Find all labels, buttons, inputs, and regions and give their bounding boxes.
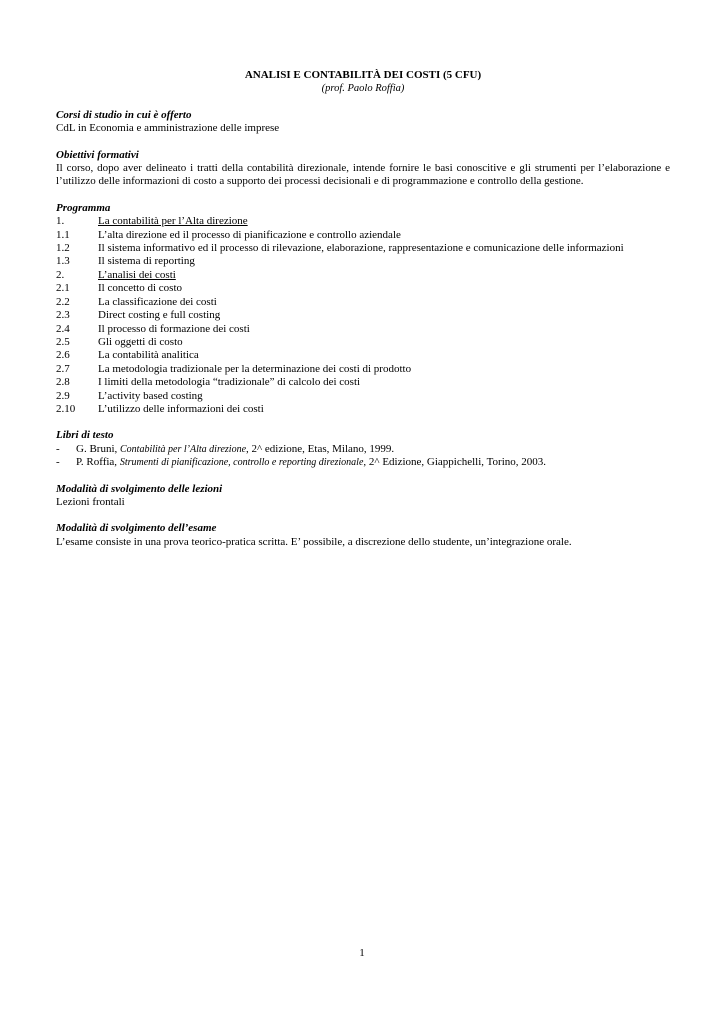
libro-author: G. Bruni, [76,442,120,455]
programma-item [56,269,670,282]
programma-item [56,242,670,255]
programma-item-number: 2.2 [56,295,70,308]
programma-item [56,229,670,242]
programma-item-text: La contabilità per l’Alta direzione [98,215,248,228]
libri-heading: Libri di testo [56,429,114,442]
corsi-heading: Corsi di studio in cui è offerto [56,108,192,121]
document-title: ANALISI E CONTABILITÀ DEI COSTI (5 CFU) [244,69,482,81]
programma-item-text: Il processo di formazione dei costi [98,322,250,335]
programma-item-text: Il sistema informativo ed il processo di rilevazione, elaborazione, rappresentazione e comunicazione delle informazioni [98,242,624,255]
libro-item [56,456,670,469]
programma-item-text: Direct costing e full costing [98,309,221,322]
libro-text [76,456,546,469]
programma-item-text: La classificazione dei costi [98,295,217,308]
obiettivi-text: Il corso, dopo aver delineato i tratti della contabilità direzionale, intende fornire le basi conoscitive e gli strumenti per l’elaborazione e l’utilizzo delle informazioni di costo a supporto dei processi decisionali e di programmazione e controllo della gestione. [56,162,670,188]
programma-item-number: 2.3 [56,309,70,322]
programma-item-number: 1.2 [56,242,70,255]
programma-heading: Programma [56,201,111,214]
programma-item [56,323,670,336]
libro-title: Contabilità per l’Alta direzione [120,443,247,455]
programma-item-text: L’alta direzione ed il processo di pianificazione e controllo aziendale [98,228,401,241]
page-number: 1 [359,947,365,959]
programma-item-text: La metodologia tradizionale per la determinazione dei costi di prodotto [98,362,412,375]
programma-item-number: 2.4 [56,322,70,335]
libro-bullet: - [56,442,60,455]
programma-item [56,376,670,389]
programma-item [56,363,670,376]
programma-item-text: L’activity based costing [98,389,203,402]
programma-item [56,349,670,362]
programma-item [56,282,670,295]
esame-text: L’esame consiste in una prova teorico-pratica scritta. E’ possibile, a discrezione dello studente, un’integrazione orale. [56,535,572,548]
programma-list [56,215,670,416]
libro-item [56,443,670,456]
programma-item-text: La contabilità analitica [98,349,199,362]
programma-item-number: 2.6 [56,349,70,362]
programma-item-text: L’analisi dei costi [98,268,176,281]
programma-item [56,255,670,268]
programma-item [56,309,670,322]
programma-item-number: 2. [56,268,65,281]
programma-item [56,215,670,228]
obiettivi-heading: Obiettivi formativi [56,148,139,161]
programma-item [56,390,670,403]
programma-item [56,403,670,416]
programma-item-number: 1.1 [56,228,70,241]
programma-item-text: Gli oggetti di costo [98,335,183,348]
libro-bullet: - [56,456,60,469]
programma-item-number: 2.1 [56,282,70,295]
programma-item [56,336,670,349]
programma-item-text: Il sistema di reporting [98,255,195,268]
libro-details: , 2^ Edizione, Giappichelli, Torino, 2003. [363,456,547,469]
programma-item-text: Il concetto di costo [98,282,183,295]
programma-item-number: 2.10 [56,402,76,415]
programma-item-text: L’utilizzo delle informazioni dei costi [98,402,264,415]
lezioni-heading: Modalità di svolgimento delle lezioni [56,482,223,495]
libro-author: P. Roffia, [76,456,120,469]
libro-details: , 2^ edizione, Etas, Milano, 1999. [246,442,395,455]
programma-item-number: 2.8 [56,376,70,389]
programma-item-number: 2.5 [56,335,70,348]
programma-item-number: 2.9 [56,389,70,402]
lezioni-text: Lezioni frontali [56,495,125,508]
programma-item [56,296,670,309]
document-subtitle: (prof. Paolo Roffia) [321,83,405,95]
programma-item-number: 2.7 [56,362,70,375]
programma-item-text: I limiti della metodologia “tradizionale” di calcolo dei costi [98,376,361,389]
libro-text [76,443,394,456]
programma-item-number: 1.3 [56,255,70,268]
libro-title: Strumenti di pianificazione, controllo e reporting direzionale [119,457,364,469]
programma-item-number: 1. [56,215,65,228]
esame-heading: Modalità di svolgimento dell’esame [56,522,217,535]
document-content [56,69,670,549]
corsi-text: CdL in Economia e amministrazione delle imprese [56,122,280,135]
libri-list [56,443,670,470]
